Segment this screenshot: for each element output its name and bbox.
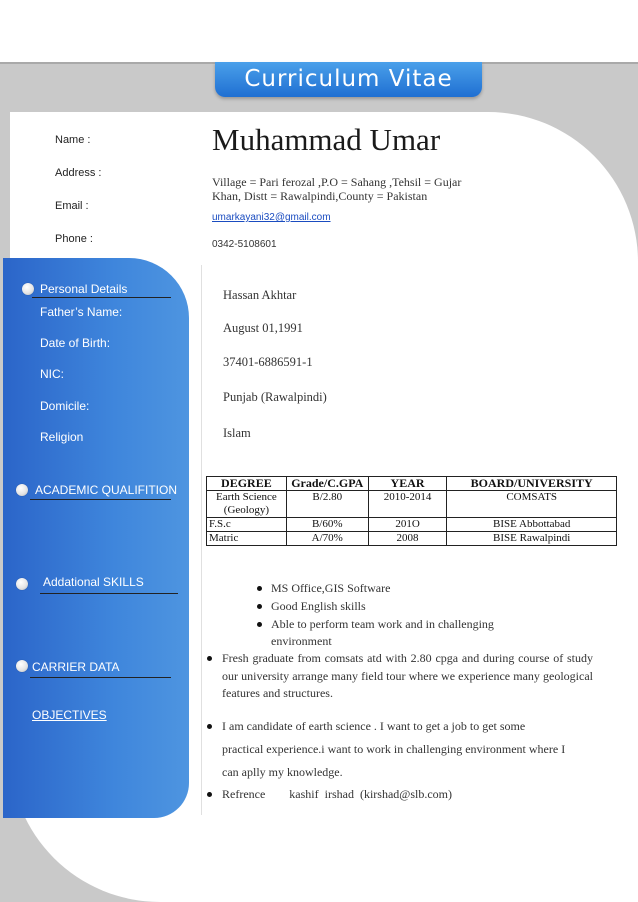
board-cell: BISE Abbottabad	[447, 518, 617, 532]
grade-cell: A/70%	[286, 532, 368, 546]
grade-cell: B/2.80	[286, 491, 368, 518]
address-label: Address :	[55, 167, 102, 179]
bullet-icon	[16, 578, 28, 590]
bullet-icon	[207, 724, 212, 729]
dob-label: Date of Birth:	[40, 336, 111, 350]
degree-text: Earth Science	[216, 491, 277, 503]
nic-value: 37401-6886591-1	[223, 355, 313, 369]
objectives-line-2: practical experience.i want to work in challenging environment where I	[222, 742, 566, 756]
religion-label: Religion	[40, 430, 84, 444]
personal-details-heading: Personal Details	[40, 282, 128, 296]
degree-subtext: (Geology)	[223, 504, 269, 516]
academic-table	[206, 476, 617, 546]
candidate-name: Muhammad Umar	[212, 122, 441, 157]
phone-value: 0342-5108601	[212, 239, 277, 250]
phone-label: Phone :	[55, 233, 93, 245]
board-cell: COMSATS	[447, 491, 617, 518]
board-cell: BISE Rawalpindi	[447, 532, 617, 546]
degree-cell: F.S.c	[207, 518, 287, 532]
grade-cell: B/60%	[286, 518, 368, 532]
objectives-line-1: I am candidate of earth science . I want to get a job to get some	[222, 719, 526, 733]
bullet-icon	[257, 622, 262, 627]
skill-item-continued: environment	[271, 634, 332, 648]
table-row	[207, 518, 617, 532]
board-header: BOARD/UNIVERSITY	[447, 477, 617, 491]
reference-text: Refrence kashif irshad (kirshad@slb.com)	[222, 787, 452, 801]
bullet-icon	[257, 586, 262, 591]
page-title: Curriculum Vitae	[244, 66, 453, 92]
dob-value: August 01,1991	[223, 321, 303, 335]
bullet-icon	[257, 604, 262, 609]
heading-underline	[30, 677, 171, 678]
fathers-name-label: Father’s Name:	[40, 305, 123, 319]
degree-header: DEGREE	[207, 477, 287, 491]
fathers-name-value: Hassan Akhtar	[223, 288, 297, 302]
career-text: Fresh graduate from comsats atd with 2.80 cpga and during course of study our university arrange many field tour where we experience many geological features and structures.	[222, 651, 593, 700]
table-row	[207, 491, 617, 518]
year-cell: 2008	[368, 532, 447, 546]
title-banner	[215, 62, 482, 97]
domicile-value: Punjab (Rawalpindi)	[223, 390, 327, 404]
religion-value: Islam	[223, 426, 251, 440]
nic-label: NIC:	[40, 367, 64, 381]
email-label: Email :	[55, 200, 89, 212]
academic-heading: ACADEMIC QUALIFITION	[35, 483, 178, 497]
degree-cell	[207, 491, 287, 518]
bullet-icon	[22, 283, 34, 295]
objectives-line-3: can aplly my knowledge.	[222, 765, 343, 779]
career-heading: CARRIER DATA	[32, 660, 120, 674]
name-label: Name :	[55, 134, 91, 146]
content-divider	[201, 265, 202, 815]
bullet-icon	[207, 656, 212, 661]
degree-cell: Matric	[207, 532, 287, 546]
address-line-1: Village = Pari ferozal ,P.O = Sahang ,Tehsil = Gujar	[212, 175, 462, 189]
table-row	[207, 532, 617, 546]
domicile-label: Domicile:	[40, 399, 90, 413]
bullet-icon	[16, 660, 28, 672]
heading-underline	[30, 499, 171, 500]
skill-item: Able to perform team work and in challenging	[271, 617, 494, 631]
bullet-icon	[16, 484, 28, 496]
skills-heading: Addational SKILLS	[43, 575, 144, 589]
skill-item: MS Office,GIS Software	[271, 581, 391, 595]
heading-underline	[40, 593, 178, 594]
bullet-icon	[207, 792, 212, 797]
year-header: YEAR	[368, 477, 447, 491]
objectives-heading: OBJECTIVES	[32, 708, 107, 722]
year-cell: 201O	[368, 518, 447, 532]
year-cell: 2010-2014	[368, 491, 447, 518]
email-link[interactable]: umarkayani32@gmail.com	[212, 212, 331, 223]
table-header-row	[207, 477, 617, 491]
skill-item: Good English skills	[271, 599, 366, 613]
address-line-2: Khan, Distt = Rawalpindi,County = Pakistan	[212, 189, 428, 203]
grade-header: Grade/C.GPA	[286, 477, 368, 491]
heading-underline	[32, 297, 171, 298]
